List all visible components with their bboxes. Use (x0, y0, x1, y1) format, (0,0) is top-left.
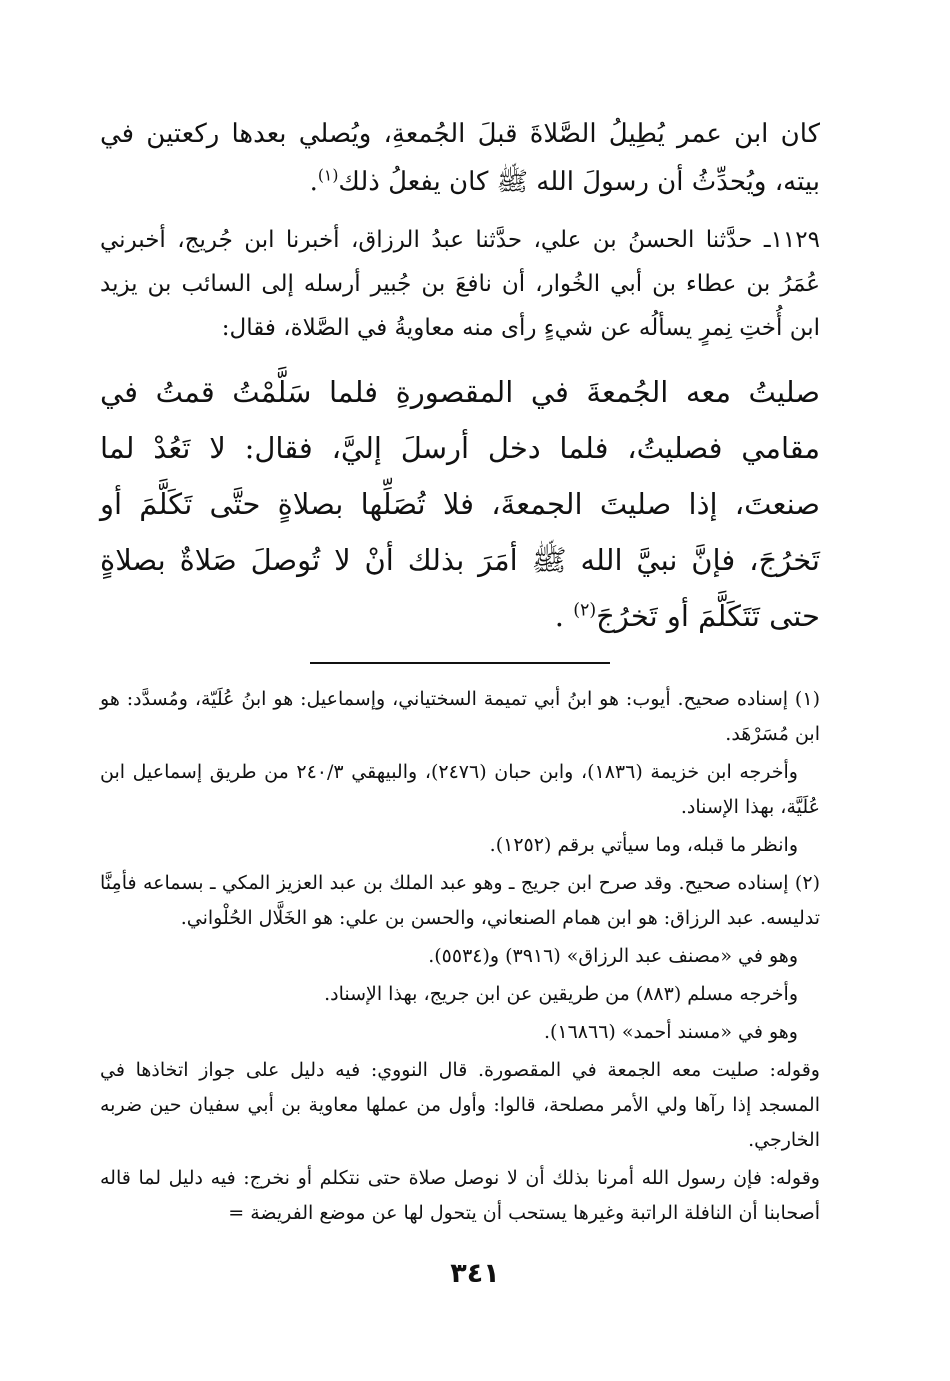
footnote-2-musnad: وهو في «مسند أحمد» (١٦٨٦٦). (543, 1021, 798, 1043)
intro-paragraph: كان ابن عمر يُطِيلُ الصَّلاةَ قبلَ الجُمعةِ، ويُصلي بعدها ركعتين في بيته، ويُحدِّثُ أن رسولَ الله ﷺ كان يفعلُ ذلك$^{(١)}$. (100, 119, 820, 197)
hadith-chain-paragraph: ١١٢٩ـ حدَّثنا الحسنُ بن علي، حدَّثنا عبدُ الرزاق، أخبرنا ابن جُريج، أخبرني عُمَرُ بن عطاء بن أبي الخُوار، أن نافعَ بن جُبير أرسله إلى السائب بن يزيد ابن أُختِ نِمرٍ يسألُه عن شيءٍ رأى منه معاويةُ في الصَّلاة، فقال: (100, 227, 820, 341)
footnote-2: (٢) إسناده صحيح. وقد صرح ابن جريج ـ وهو عبد الملك بن عبد العزيز المكي ـ بسماعه فأمِنَّا تدليسه. عبد الرزاق: هو ابن همام الصنعاني، والحسن بن علي: هو الخَلَّال الحُلْواني. (100, 872, 820, 929)
footnote-2-comment: وقوله: فإن رسول الله أمرنا بذلك أن لا نوصل صلاة حتى نتكلم أو نخرج: فيه دليل لما قاله أصحابنا أن النافلة الراتبة وغيرها يستحب أن يتحول لها عن موضع الفريضة = (100, 1167, 820, 1224)
footnote-2-muslim: وأخرجه مسلم (٨٨٣) من طريقين عن ابن جريج، بهذا الإسناد. (324, 983, 798, 1005)
intro-text: كان ابن عمر يُطِيلُ الصَّلاةَ قبلَ الجُمعةِ، ويُصلي بعدها ركعتين في بيته، ويُحدِّثُ أن رسولَ الله ﷺ كان يفعلُ ذلك (100, 119, 820, 197)
footnote-ref-2: (٢) (573, 600, 597, 621)
footnotes (100, 682, 820, 1231)
footnote-2-nawawi: وقوله: صليت معه الجمعة في المقصورة. قال النووي: فيه دليل على جواز اتخاذها في المسجد إذا رآها ولي الأمر مصلحة، قالوا: وأول من عملها معاوية بن أبي سفيان حين ضربه الخارجي. (100, 1059, 820, 1151)
footnote-1-see-also: وانظر ما قبله، وما سيأتي برقم (١٢٥٢). (489, 834, 798, 856)
page-content (100, 110, 820, 1234)
footnote-1: (١) إسناده صحيح. أيوب: هو ابنُ أبي تميمة السختياني، وإسماعيل: هو ابنُ عُلَيّة، ومُسدَّد: هو ابن مُسَرْهَد. (100, 688, 820, 745)
footnote-2-musannaf: وهو في «مصنف عبد الرزاق» (٣٩١٦) و(٥٥٣٤). (428, 945, 798, 967)
footnote-1-takhrij: وأخرجه ابن خزيمة (١٨٣٦)، وابن حبان (٢٤٧٦)، والبيهقي ٢٤٠/٣ من طريق إسماعيل ابن عُلَيَّة، بهذا الإسناد. (100, 761, 820, 818)
footnote-divider (310, 662, 610, 664)
footnote-ref-1: (١) (317, 166, 339, 185)
quote-text: صليتُ معه الجُمعةَ في المقصورةِ فلما سَلَّمْتُ قمتُ في مقامي فصليتُ، فلما دخل أرسلَ إليَّ، فقال: لا تَعُدْ لما صنعتَ، إذا صليتَ الجمعةَ، فلا تُصَلِّها بصلاةٍ حتَّى تَكَلَّمَ أو تَخرُجَ، فإنَّ نبيَّ الله ﷺ أمَرَ بذلك أنْ لا تُوصلَ صَلاةٌ بصلاةٍ حتى تَتَكَلَّمَ أو تَخرُجَ (100, 375, 820, 633)
hadith-text-paragraph: صليتُ معه الجُمعةَ في المقصورةِ فلما سَلَّمْتُ قمتُ في مقامي فصليتُ، فلما دخل أرسلَ إليَّ، فقال: لا تَعُدْ لما صنعتَ، إذا صليتَ الجمعةَ، فلا تُصَلِّها بصلاةٍ حتَّى تَكَلَّمَ أو تَخرُجَ، فإنَّ نبيَّ الله ﷺ أمَرَ بذلك أنْ لا تُوصلَ صَلاةٌ بصلاةٍ حتى تَتَكَلَّمَ أو تَخرُجَ$^{(٢)}$ . (100, 375, 820, 633)
page-number: ٣٤١ (450, 1258, 500, 1289)
